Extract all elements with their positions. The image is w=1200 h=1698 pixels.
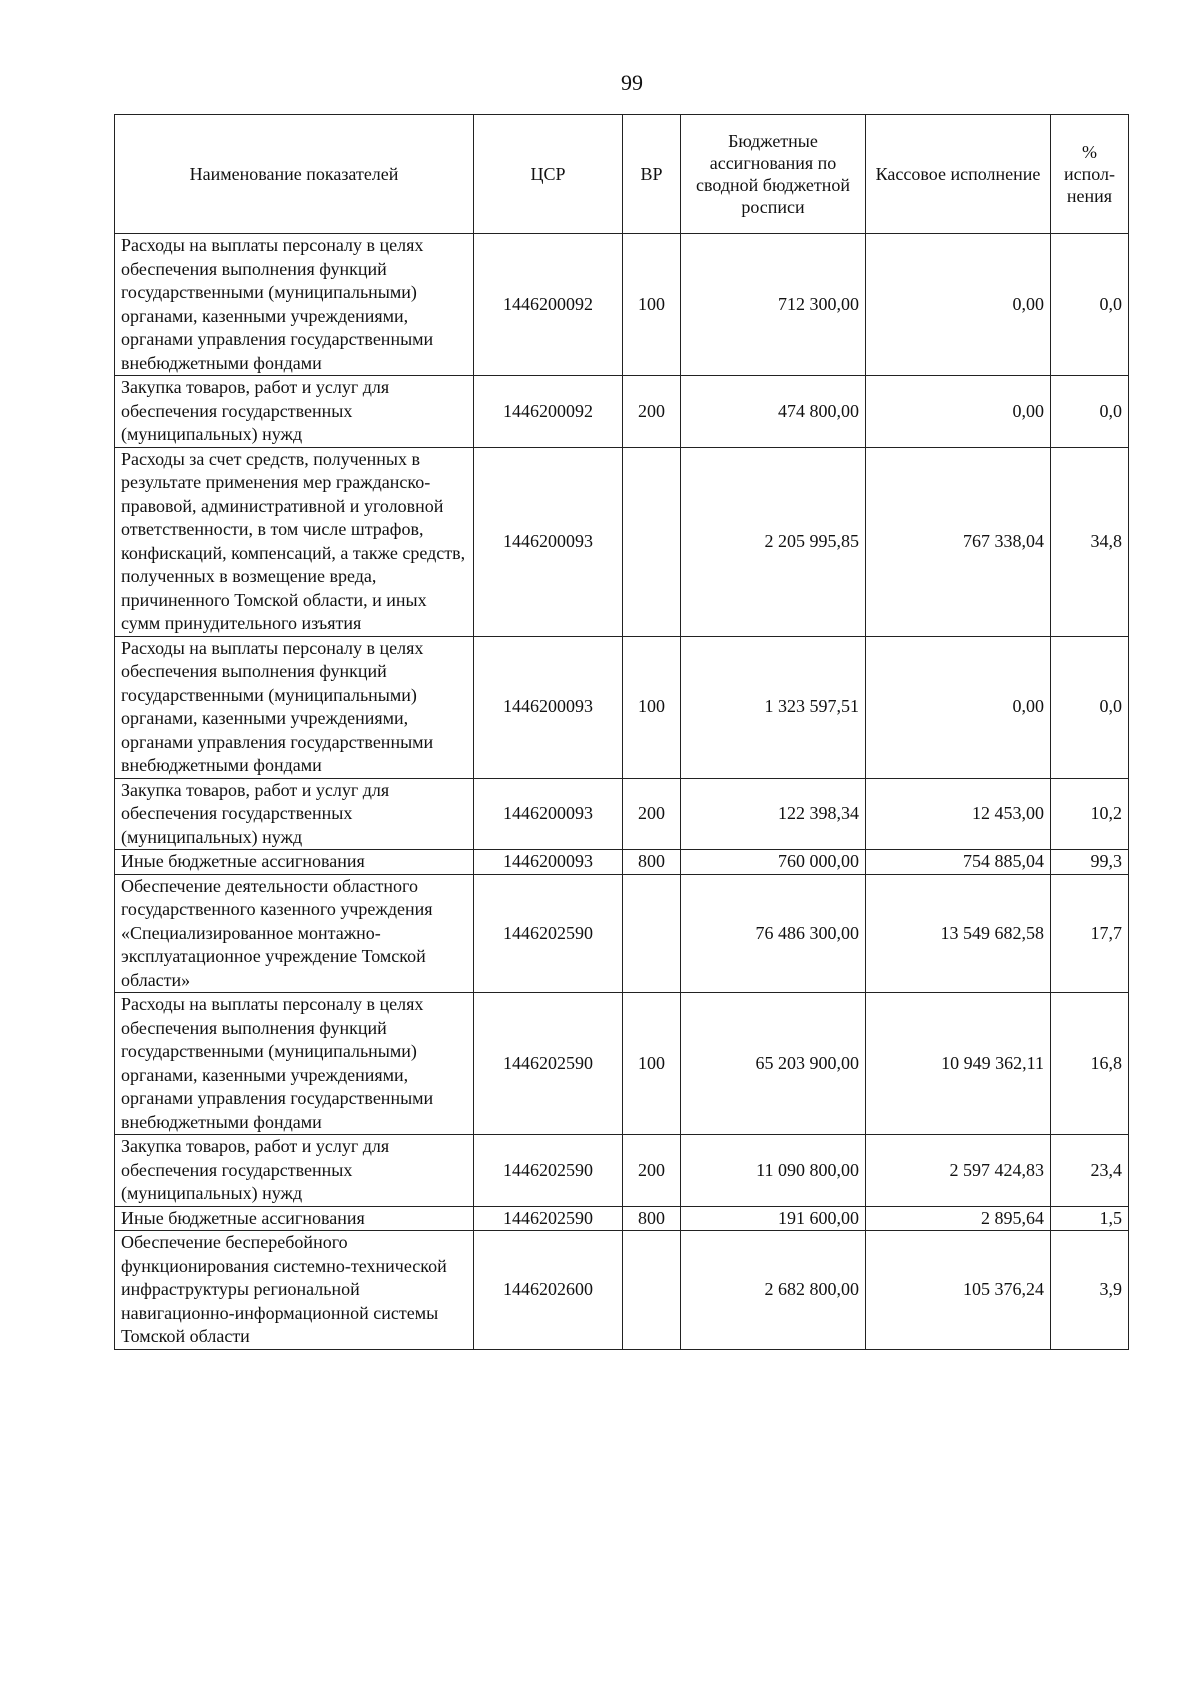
table-row — [115, 1231, 1129, 1350]
row-budget-cell: 1 323 597,51 — [681, 636, 866, 778]
row-percent-cell: 16,8 — [1051, 993, 1129, 1135]
row-budget-cell: 2 682 800,00 — [681, 1231, 866, 1350]
row-budget-cell: 122 398,34 — [681, 778, 866, 850]
row-executed-cell: 0,00 — [866, 636, 1051, 778]
row-budget-cell: 2 205 995,85 — [681, 447, 866, 636]
table-row — [115, 376, 1129, 448]
table-header — [115, 115, 1129, 234]
row-name-cell: Закупка товаров, работ и услуг для обеспечения государственных (муниципальных) нужд — [115, 1135, 474, 1207]
row-percent-cell: 10,2 — [1051, 778, 1129, 850]
row-vr-cell: 100 — [623, 636, 681, 778]
row-budget-cell: 191 600,00 — [681, 1206, 866, 1231]
row-vr-cell: 200 — [623, 778, 681, 850]
row-budget-cell: 760 000,00 — [681, 850, 866, 875]
row-budget-cell: 65 203 900,00 — [681, 993, 866, 1135]
budget-table — [114, 114, 1129, 1350]
row-percent-cell: 99,3 — [1051, 850, 1129, 875]
row-vr-cell: 200 — [623, 1135, 681, 1207]
row-percent-cell: 17,7 — [1051, 874, 1129, 993]
row-executed-cell: 767 338,04 — [866, 447, 1051, 636]
column-header-budget: Бюджетные ассигнования по сводной бюджетной росписи — [681, 115, 866, 234]
row-percent-cell: 23,4 — [1051, 1135, 1129, 1207]
row-csr-cell: 1446200093 — [474, 850, 623, 875]
table-row — [115, 850, 1129, 875]
row-csr-cell: 1446200092 — [474, 234, 623, 376]
row-name-cell: Обеспечение бесперебойного функционирования системно-технической инфраструктуры региональной навигационно-информационной системы Томской области — [115, 1231, 474, 1350]
row-csr-cell: 1446200092 — [474, 376, 623, 448]
column-header-vr: ВР — [623, 115, 681, 234]
column-header-csr: ЦСР — [474, 115, 623, 234]
table-row — [115, 1135, 1129, 1207]
row-budget-cell: 474 800,00 — [681, 376, 866, 448]
row-vr-cell — [623, 447, 681, 636]
row-executed-cell: 0,00 — [866, 234, 1051, 376]
row-csr-cell: 1446202590 — [474, 1206, 623, 1231]
row-name-cell: Иные бюджетные ассигнования — [115, 1206, 474, 1231]
row-name-cell: Расходы на выплаты персоналу в целях обеспечения выполнения функций государственными (муниципальными) органами, казенными учреждениями, органами управления государственными внебюджетными фондами — [115, 993, 474, 1135]
table-row — [115, 1206, 1129, 1231]
row-percent-cell: 1,5 — [1051, 1206, 1129, 1231]
row-csr-cell: 1446202590 — [474, 993, 623, 1135]
row-percent-cell: 0,0 — [1051, 636, 1129, 778]
row-budget-cell: 712 300,00 — [681, 234, 866, 376]
page-number: 99 — [621, 70, 643, 95]
row-vr-cell: 200 — [623, 376, 681, 448]
row-executed-cell: 754 885,04 — [866, 850, 1051, 875]
row-vr-cell — [623, 874, 681, 993]
table-row — [115, 447, 1129, 636]
row-csr-cell: 1446202590 — [474, 1135, 623, 1207]
row-name-cell: Расходы на выплаты персоналу в целях обеспечения выполнения функций государственными (муниципальными) органами, казенными учреждениями, органами управления государственными внебюджетными фондами — [115, 234, 474, 376]
row-vr-cell: 100 — [623, 234, 681, 376]
table-row — [115, 993, 1129, 1135]
row-name-cell: Закупка товаров, работ и услуг для обеспечения государственных (муниципальных) нужд — [115, 376, 474, 448]
table-row — [115, 778, 1129, 850]
row-name-cell: Закупка товаров, работ и услуг для обеспечения государственных (муниципальных) нужд — [115, 778, 474, 850]
column-header-percent: % испол-нения — [1051, 115, 1129, 234]
table-row — [115, 636, 1129, 778]
row-name-cell: Обеспечение деятельности областного государственного казенного учреждения «Специализированное монтажно-эксплуатационное учреждение Томской области» — [115, 874, 474, 993]
row-csr-cell: 1446200093 — [474, 636, 623, 778]
row-vr-cell: 800 — [623, 1206, 681, 1231]
row-budget-cell: 11 090 800,00 — [681, 1135, 866, 1207]
row-percent-cell: 3,9 — [1051, 1231, 1129, 1350]
row-vr-cell — [623, 1231, 681, 1350]
table-row — [115, 234, 1129, 376]
table-row — [115, 874, 1129, 993]
row-executed-cell: 2 597 424,83 — [866, 1135, 1051, 1207]
row-name-cell: Расходы на выплаты персоналу в целях обеспечения выполнения функций государственными (муниципальными) органами, казенными учреждениями, органами управления государственными внебюджетными фондами — [115, 636, 474, 778]
row-vr-cell: 100 — [623, 993, 681, 1135]
row-name-cell: Иные бюджетные ассигнования — [115, 850, 474, 875]
row-executed-cell: 13 549 682,58 — [866, 874, 1051, 993]
row-executed-cell: 0,00 — [866, 376, 1051, 448]
row-percent-cell: 34,8 — [1051, 447, 1129, 636]
column-header-name: Наименование показателей — [115, 115, 474, 234]
table-body — [115, 234, 1129, 1350]
row-budget-cell: 76 486 300,00 — [681, 874, 866, 993]
row-csr-cell: 1446200093 — [474, 778, 623, 850]
row-executed-cell: 105 376,24 — [866, 1231, 1051, 1350]
row-executed-cell: 10 949 362,11 — [866, 993, 1051, 1135]
row-percent-cell: 0,0 — [1051, 234, 1129, 376]
row-csr-cell: 1446202590 — [474, 874, 623, 993]
row-csr-cell: 1446200093 — [474, 447, 623, 636]
row-percent-cell: 0,0 — [1051, 376, 1129, 448]
row-name-cell: Расходы за счет средств, полученных в результате применения мер гражданско-правовой, административной и уголовной ответственности, в том числе штрафов, конфискаций, компенсаций, а также средств, полученных в возмещение вреда, причиненного Томской области, и иных сумм принудительного изъятия — [115, 447, 474, 636]
row-csr-cell: 1446202600 — [474, 1231, 623, 1350]
row-vr-cell: 800 — [623, 850, 681, 875]
row-executed-cell: 2 895,64 — [866, 1206, 1051, 1231]
column-header-executed: Кассовое исполнение — [866, 115, 1051, 234]
row-executed-cell: 12 453,00 — [866, 778, 1051, 850]
